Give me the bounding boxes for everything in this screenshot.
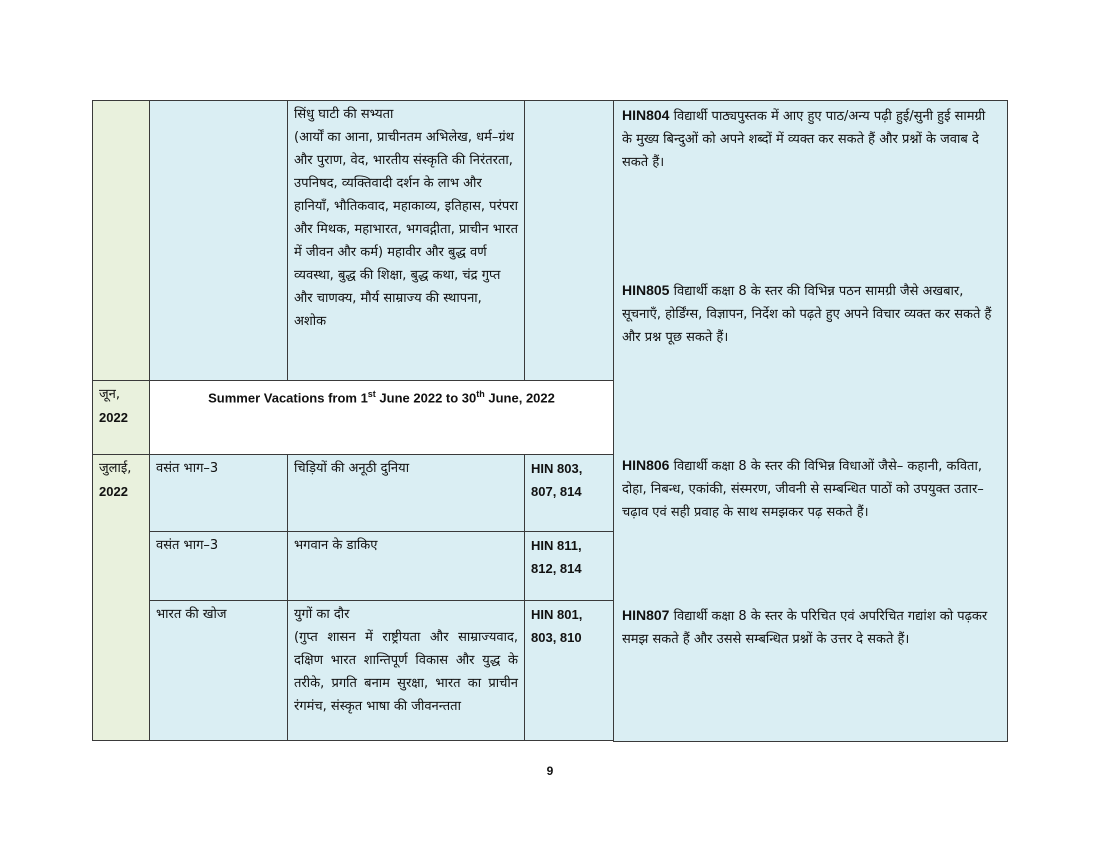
month-cell: जुलाई, 2022: [93, 455, 150, 741]
codes-cell: HIN 803, 807, 814: [525, 455, 614, 532]
book-cell: वसंत भाग–3: [150, 455, 288, 532]
codes-cell: HIN 801, 803, 810: [525, 601, 614, 741]
chapter-detail: (गुप्त शासन में राष्ट्रीयता और साम्राज्यवाद, दक्षिण भारत शान्तिपूर्ण विकास और युद्ध के तरीके, प्रगति बनाम सुरक्षा, भारत का प्राचीन रंगमंच, संस्कृत भाषा की जीवनन्तता: [294, 630, 518, 714]
book-cell: वसंत भाग–3: [150, 532, 288, 601]
summer-vacation-note: Summer Vacations from 1st June 2022 to 30th June, 2022: [150, 381, 614, 455]
outcome-hin805: HIN805 विद्यार्थी कक्षा 8 के स्तर की विभिन्न पठन सामग्री जैसे अखबार, सूचनाएँ, होर्डिंग्स, विज्ञापन, निर्देश को पढ़ते हुए अपने विचार व्यक्त कर सकते हैं और प्रश्न पूछ सकते हैं।: [622, 282, 992, 345]
month-cell: जून, 2022: [93, 381, 150, 455]
chapter-cell: चिड़ियों की अनूठी दुनिया: [288, 455, 525, 532]
syllabus-table: [92, 100, 1008, 742]
chapter-cell: [288, 101, 525, 381]
codes-cell: [525, 101, 614, 381]
chapter-cell: भगवान के डाकिए: [288, 532, 525, 601]
chapter-cell: [288, 601, 525, 741]
outcome-hin806: HIN806 विद्यार्थी कक्षा 8 के स्तर की विभिन्न विधाओं जैसे– कहानी, कविता, दोहा, निबन्ध, एकांकी, संस्मरण, जीवनी से सम्बन्धित पाठों को उपयुक्त उतार– चढ़ाव एवं सही प्रवाह के साथ समझकर पढ़ सकते हैं।: [622, 457, 984, 520]
outcome-hin804: HIN804 विद्यार्थी पाठ्यपुस्तक में आए हुए पाठ/अन्य पढ़ी हुई/सुनी हुई सामग्री के मुख्य बिन्दुओं को अपने शब्दों में व्यक्त कर सकते हैं और प्रश्नों के जवाब दे सकते हैं।: [622, 107, 986, 170]
chapter-title: युगों का दौर: [294, 607, 350, 622]
outcome-hin807: HIN807 विद्यार्थी कक्षा 8 के स्तर के परिचित एवं अपरिचित गद्यांश को पढ़कर समझ सकते हैं और उससे सम्बन्धित प्रश्नों के उत्तर दे सकते हैं।: [622, 607, 988, 647]
month-cell: [93, 101, 150, 381]
codes-cell: HIN 811, 812, 814: [525, 532, 614, 601]
table-row: [93, 101, 1008, 381]
book-cell: [150, 101, 288, 381]
chapter-title: सिंधु घाटी की सभ्यता: [294, 107, 394, 122]
learning-outcomes-cell: [614, 101, 1008, 742]
book-cell: भारत की खोज: [150, 601, 288, 741]
page-number: 9: [546, 764, 554, 778]
chapter-detail: (आर्यों का आना, प्राचीनतम अभिलेख, धर्म–ग्रंथ और पुराण, वेद, भारतीय संस्कृति की निरंतरता, उपनिषद, व्यक्तिवादी दर्शन के लाभ और हानियाँ, भौतिकवाद, महाकाव्य, इतिहास, परंपरा और मिथक, महाभारत, भगवद्गीता, प्राचीन भारत में जीवन और कर्म) महावीर और बुद्ध वर्ण व्यवस्था, बुद्ध की शिक्षा, बुद्ध कथा, चंद्र गुप्त और चाणक्य, मौर्य साम्राज्य की स्थापना, अशोक: [294, 130, 518, 329]
